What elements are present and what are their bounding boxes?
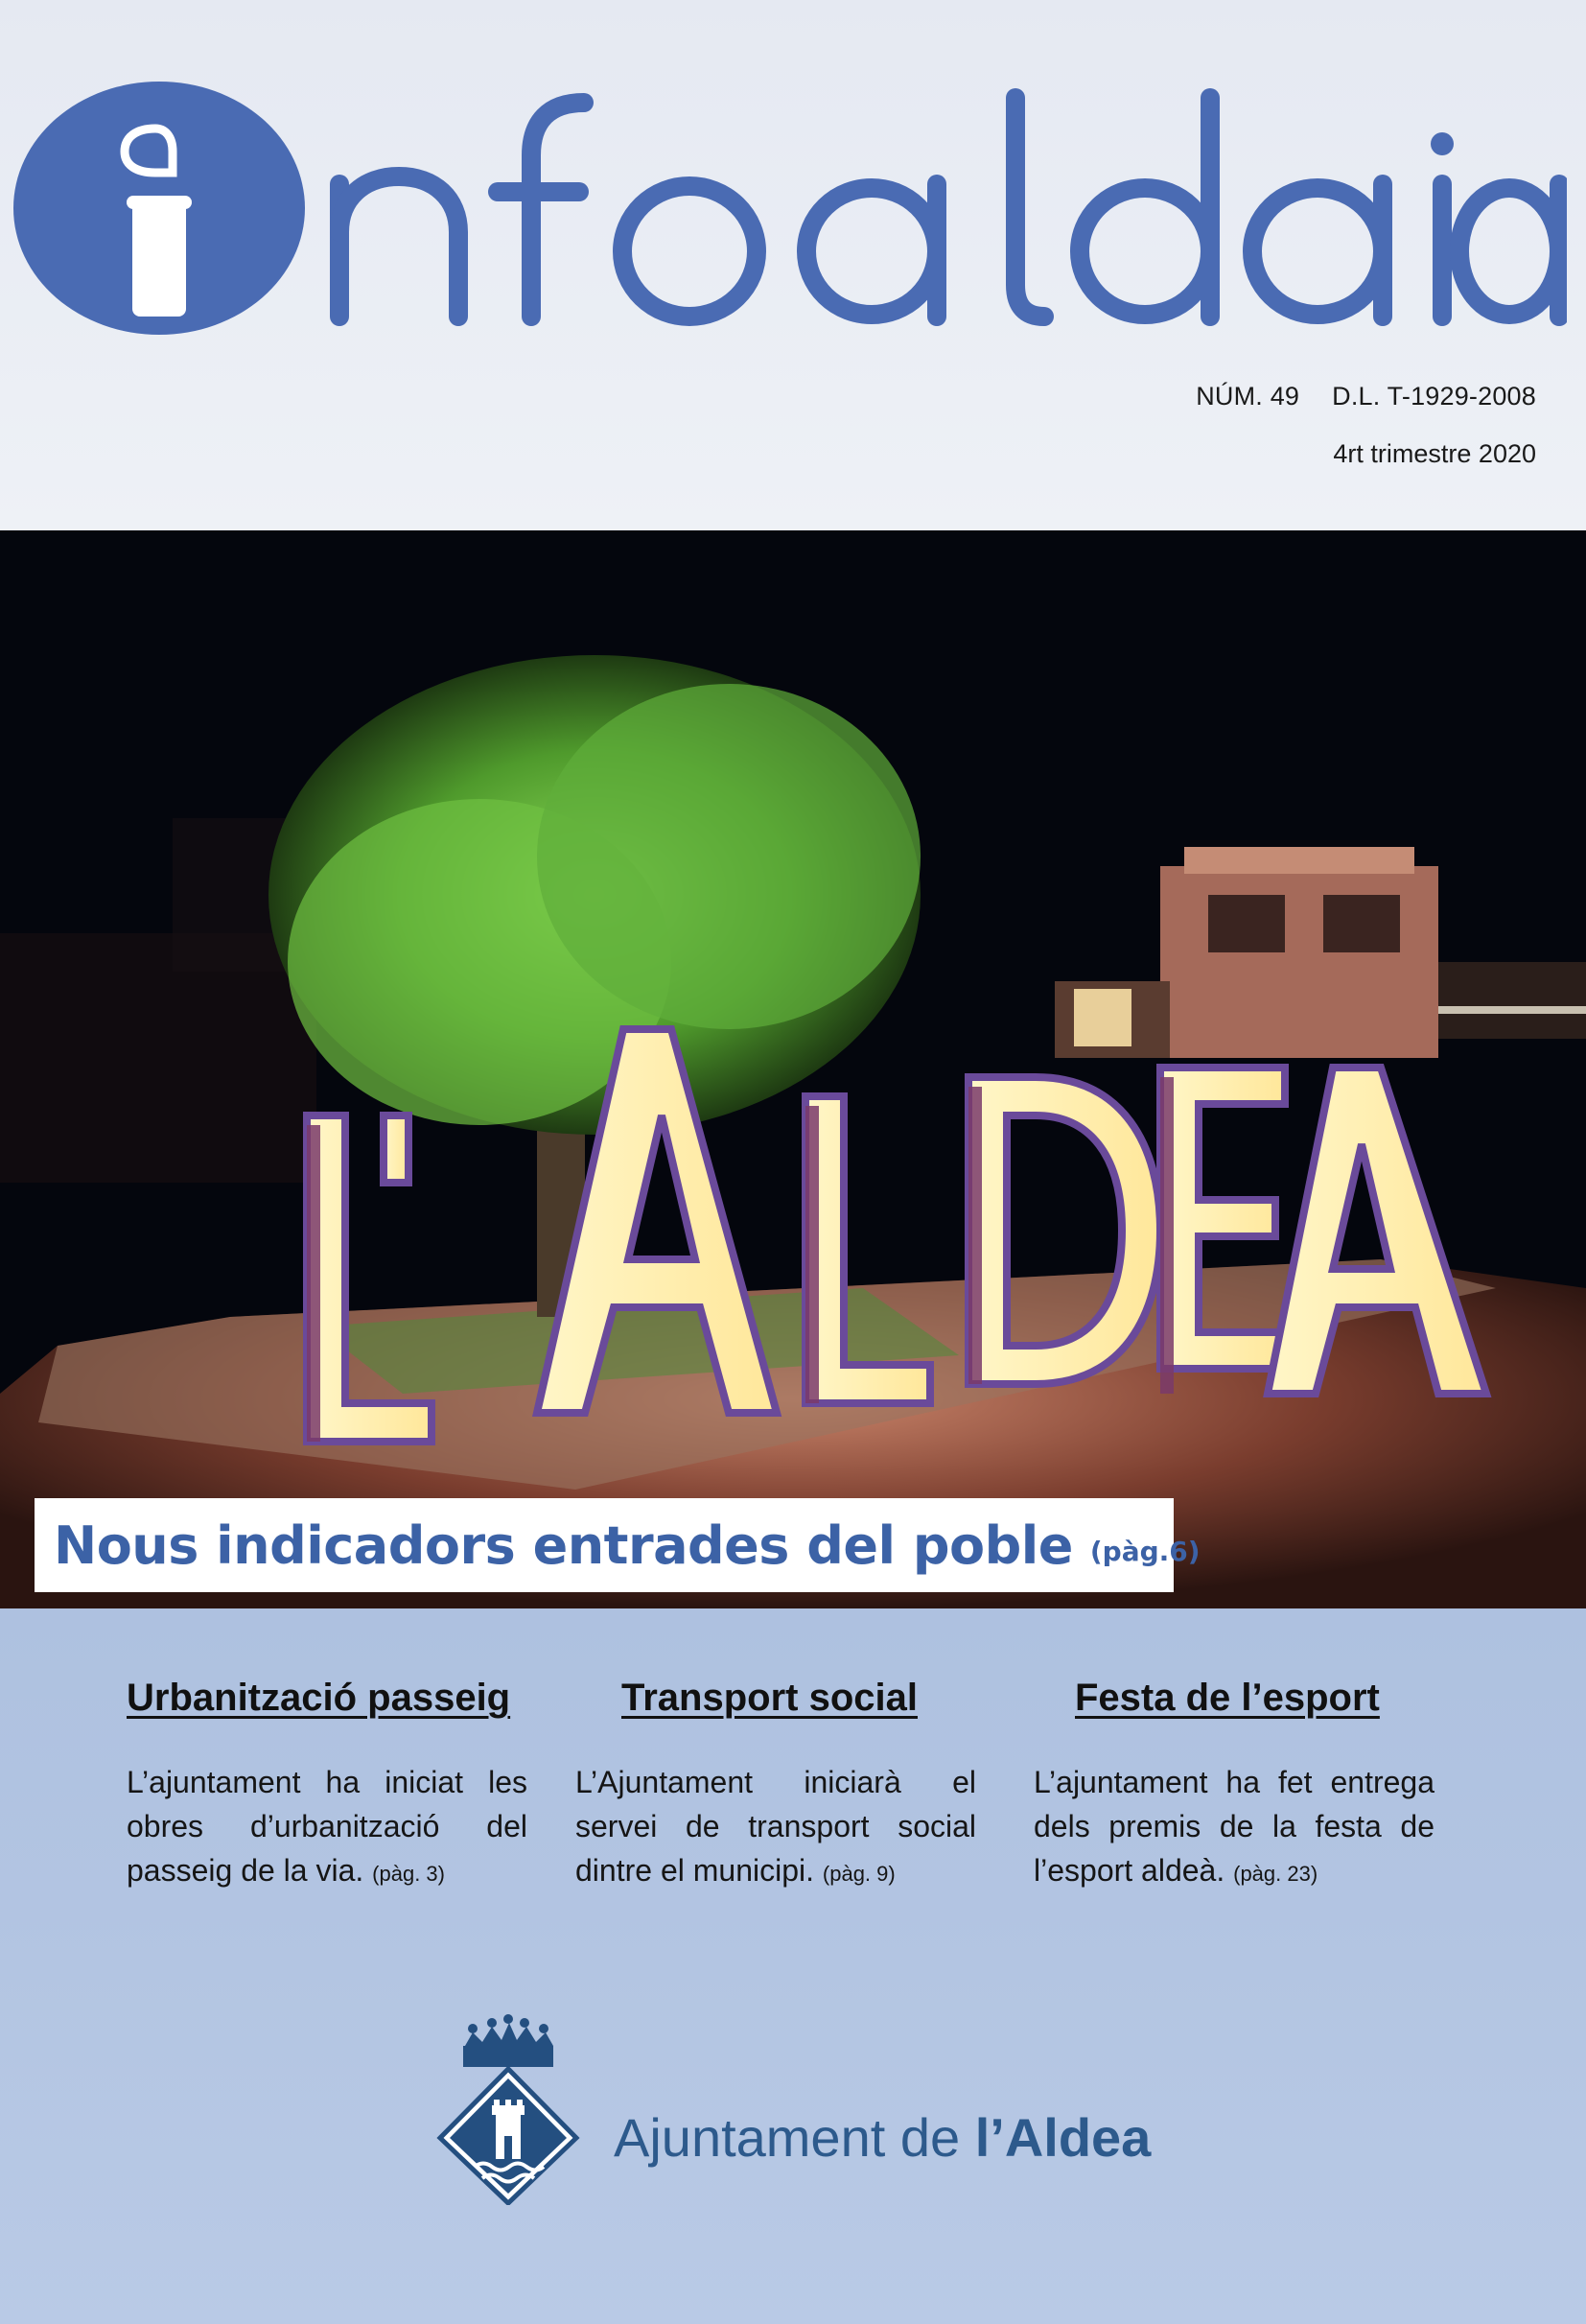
legal-deposit: D.L. T-1929-2008 [1332,382,1536,411]
article-title: Urbanització passeig [127,1677,511,1719]
issue-number: NÚM. 49 [1196,382,1300,411]
article-page-ref: (pàg. 3) [372,1862,445,1886]
cover-headline-text: Nous indicadors entrades del poble [54,1514,1073,1576]
cover-headline [35,1498,1201,1592]
town-hall-name: Ajuntament de l’Aldea [614,2107,1152,2168]
masthead [0,0,1586,530]
article-body: L’ajuntament ha iniciat les obres d’urbanització del passeig de la via. (pàg. 3) [127,1765,527,1888]
town-crest-icon [436,2007,580,2205]
infoaldaia-logo [13,79,1567,338]
night-sign-photo-illustration [0,530,1586,1608]
article-title: Festa de l’esport [1075,1677,1380,1719]
article-transport [575,1677,976,1896]
article-body: L’Ajuntament iniciarà el servei de transport social dintre el municipi. (pàg. 9) [575,1765,976,1888]
cover-headline-page: (pàg.6) [1089,1535,1201,1567]
cover-photo [0,530,1586,1608]
article-page-ref: (pàg. 23) [1233,1862,1318,1886]
issue-quarter: 4rt trimestre 2020 [1333,439,1536,468]
article-urbanitzacio [127,1677,527,1896]
article-festa-esport [1034,1677,1434,1896]
issue-info [1196,382,1536,411]
article-body: L’ajuntament ha fet entrega dels premis de la festa de l’esport aldeà. (pàg. 23) [1034,1765,1434,1888]
article-page-ref: (pàg. 9) [822,1862,896,1886]
article-title: Transport social [621,1677,918,1719]
